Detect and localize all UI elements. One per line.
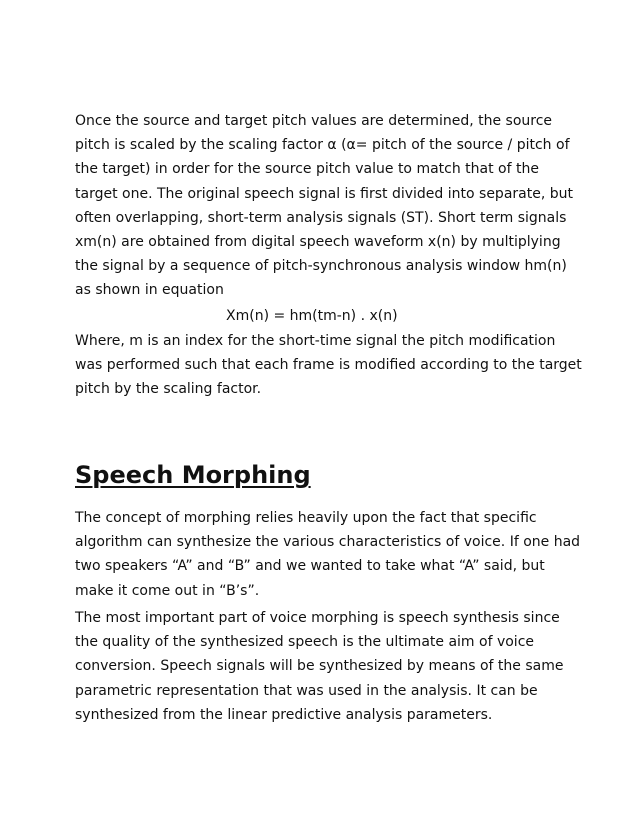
equation: Xm(n) = hm(tm-n) . x(n)	[226, 307, 398, 324]
text-line: target one. The original speech signal is first divided into separate, but	[75, 185, 573, 202]
paragraph-pitch-modification	[75, 329, 582, 402]
text-line: algorithm can synthesize the various characteristics of voice. If one had	[75, 534, 581, 551]
text-line: two speakers “A” and “B” and we wanted to take what “A” said, but	[75, 558, 545, 575]
text-line: Once the source and target pitch values are determined, the source	[75, 113, 553, 129]
text-line: The most important part of voice morphing is speech synthesis since	[75, 610, 560, 626]
text-line: synthesized from the linear predictive analysis parameters.	[75, 706, 493, 723]
text-line: pitch is scaled by the scaling factor α (α= pitch of the source / pitch of	[75, 137, 570, 154]
paragraph-speech-synthesis	[75, 606, 563, 727]
text-line: pitch by the scaling factor.	[75, 381, 262, 398]
text-line: The concept of morphing relies heavily upon the fact that specific	[75, 510, 537, 526]
document-page	[75, 109, 582, 723]
section-heading: Speech Morphing	[75, 461, 311, 489]
text-line: the quality of the synthesized speech is the ultimate aim of voice	[75, 634, 534, 651]
text-line: xm(n) are obtained from digital speech waveform x(n) by multiplying	[75, 234, 561, 251]
text-line: parametric representation that was used in the analysis. It can be	[75, 682, 538, 699]
paragraph-pitch-scaling	[75, 109, 575, 303]
text-line: Where, m is an index for the short-time signal the pitch modification	[75, 332, 556, 349]
text-line: the signal by a sequence of pitch-synchronous analysis window hm(n)	[75, 258, 567, 275]
paragraph-morphing-concept	[75, 506, 580, 603]
text-line: make it come out in “B’s”.	[75, 582, 260, 599]
text-line: conversion. Speech signals will be synthesized by means of the same	[75, 658, 564, 675]
text-line: as shown in equation	[75, 282, 224, 299]
text-line: was performed such that each frame is modified according to the target	[75, 356, 582, 373]
text-line: the target) in order for the source pitch value to match that of the	[75, 161, 539, 178]
text-line: often overlapping, short-term analysis signals (ST). Short term signals	[75, 209, 567, 226]
